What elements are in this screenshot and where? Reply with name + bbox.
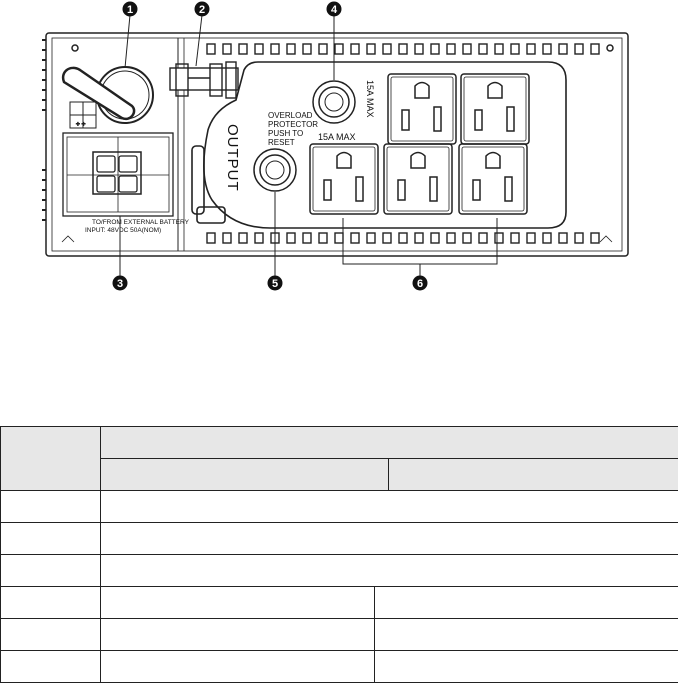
table-subheader-row (1, 459, 678, 491)
vent-slot-bottom (447, 233, 455, 243)
table-row (1, 491, 678, 523)
vent-slot-bottom (367, 233, 375, 243)
svg-text:3: 3 (116, 278, 124, 290)
subheader-cell-right (389, 459, 678, 491)
callout-1 (123, 2, 138, 17)
row-value-cell-left (101, 619, 375, 651)
overload-line-4: RESET (268, 138, 295, 147)
amp-label-lower: 15A MAX (318, 132, 356, 142)
vent-slot-top (207, 44, 215, 54)
row-value-cell-right (375, 619, 678, 651)
output-label: OUTPUT (224, 124, 241, 192)
vent-slot-top (463, 44, 471, 54)
amp-label-upper: 15A MAX (365, 80, 375, 118)
vent-slot-bottom (335, 233, 343, 243)
vent-slot-bottom (383, 233, 391, 243)
vent-slot-top (415, 44, 423, 54)
vent-slot-bottom (255, 233, 263, 243)
table-row (1, 619, 678, 651)
vent-slot-top (591, 44, 599, 54)
row-value-cell (101, 491, 678, 523)
vent-slot-top (511, 44, 519, 54)
header-group-cell (101, 427, 678, 459)
vent-slot-top (495, 44, 503, 54)
vent-slot-top (447, 44, 455, 54)
ups-rear-panel-diagram (0, 0, 678, 300)
outlet (459, 144, 527, 214)
svg-text:6: 6 (416, 278, 424, 290)
subheader-cell-left (101, 459, 389, 491)
svg-text:2: 2 (198, 4, 206, 16)
vent-slot-top (319, 44, 327, 54)
header-corner-cell (1, 427, 101, 491)
battery-label-2: INPUT: 48VDC 50A(NOM) (85, 227, 162, 234)
vent-slot-bottom (303, 233, 311, 243)
overload-label (268, 111, 318, 147)
vent-slot-bottom (543, 233, 551, 243)
vent-slot-top (383, 44, 391, 54)
vent-slot-top (575, 44, 583, 54)
svg-text:4: 4 (330, 4, 338, 16)
row-value-cell (101, 555, 678, 587)
vent-slot-bottom (399, 233, 407, 243)
vent-slot-bottom (431, 233, 439, 243)
vent-slot-bottom (479, 233, 487, 243)
row-value-cell-left (101, 651, 375, 683)
overload-line-3: PUSH TO (268, 129, 304, 138)
vent-slot-bottom (239, 233, 247, 243)
reset-button-top (313, 81, 355, 123)
vent-slot-bottom (495, 233, 503, 243)
vent-slot-bottom (207, 233, 215, 243)
vent-slot-top (527, 44, 535, 54)
vent-slot-top (559, 44, 567, 54)
svg-text:5: 5 (271, 278, 279, 290)
callout-4 (327, 2, 342, 17)
vent-slot-bottom (559, 233, 567, 243)
row-value-cell-left (101, 587, 375, 619)
vent-slot-top (431, 44, 439, 54)
callout-2 (195, 2, 210, 17)
vent-slot-top (287, 44, 295, 54)
vent-slot-top (335, 44, 343, 54)
battery-connector (63, 133, 173, 216)
overload-line-1: OVERLOAD (268, 111, 313, 120)
outlet (310, 144, 378, 214)
vent-slot-bottom (351, 233, 359, 243)
vent-slot-top (367, 44, 375, 54)
vent-slot-bottom (591, 233, 599, 243)
row-label-cell (1, 619, 101, 651)
outlet (461, 74, 529, 144)
overload-line-2: PROTECTOR (268, 120, 319, 129)
vent-slot-top (239, 44, 247, 54)
vent-slot-bottom (463, 233, 471, 243)
vent-slot-top (399, 44, 407, 54)
callout-3 (113, 276, 128, 291)
vent-slot-bottom (575, 233, 583, 243)
terminal-block (70, 102, 96, 128)
vent-slot-top (255, 44, 263, 54)
outlet-group (310, 74, 529, 214)
table-row (1, 651, 678, 683)
callout-6 (413, 276, 428, 291)
table-row (1, 587, 678, 619)
callout-5 (268, 276, 283, 291)
table-row (1, 523, 678, 555)
svg-text:+ +: + + (76, 121, 86, 128)
vent-slot-top (271, 44, 279, 54)
row-value-cell-right (375, 651, 678, 683)
vent-slot-top (543, 44, 551, 54)
reset-button-bottom (254, 149, 296, 191)
vent-slot-bottom (527, 233, 535, 243)
table-row (1, 555, 678, 587)
vent-slot-bottom (319, 233, 327, 243)
vent-slot-top (223, 44, 231, 54)
vent-slot-bottom (287, 233, 295, 243)
bracket (170, 62, 238, 98)
battery-label-1: TO/FROM EXTERNAL BATTERY (92, 219, 189, 226)
outlet (388, 74, 456, 144)
outlet (384, 144, 452, 214)
row-value-cell-right (375, 587, 678, 619)
row-label-cell (1, 523, 101, 555)
row-label-cell (1, 651, 101, 683)
vent-slot-top (479, 44, 487, 54)
vent-slot-bottom (415, 233, 423, 243)
vent-slot-bottom (511, 233, 519, 243)
vent-slot-bottom (223, 233, 231, 243)
spec-table (0, 426, 678, 683)
vent-slot-top (303, 44, 311, 54)
row-value-cell (101, 523, 678, 555)
row-label-cell (1, 555, 101, 587)
row-label-cell (1, 491, 101, 523)
table-header-row (1, 427, 678, 459)
svg-text:1: 1 (126, 4, 134, 16)
row-label-cell (1, 587, 101, 619)
vent-slot-top (351, 44, 359, 54)
output-panel (192, 62, 566, 228)
